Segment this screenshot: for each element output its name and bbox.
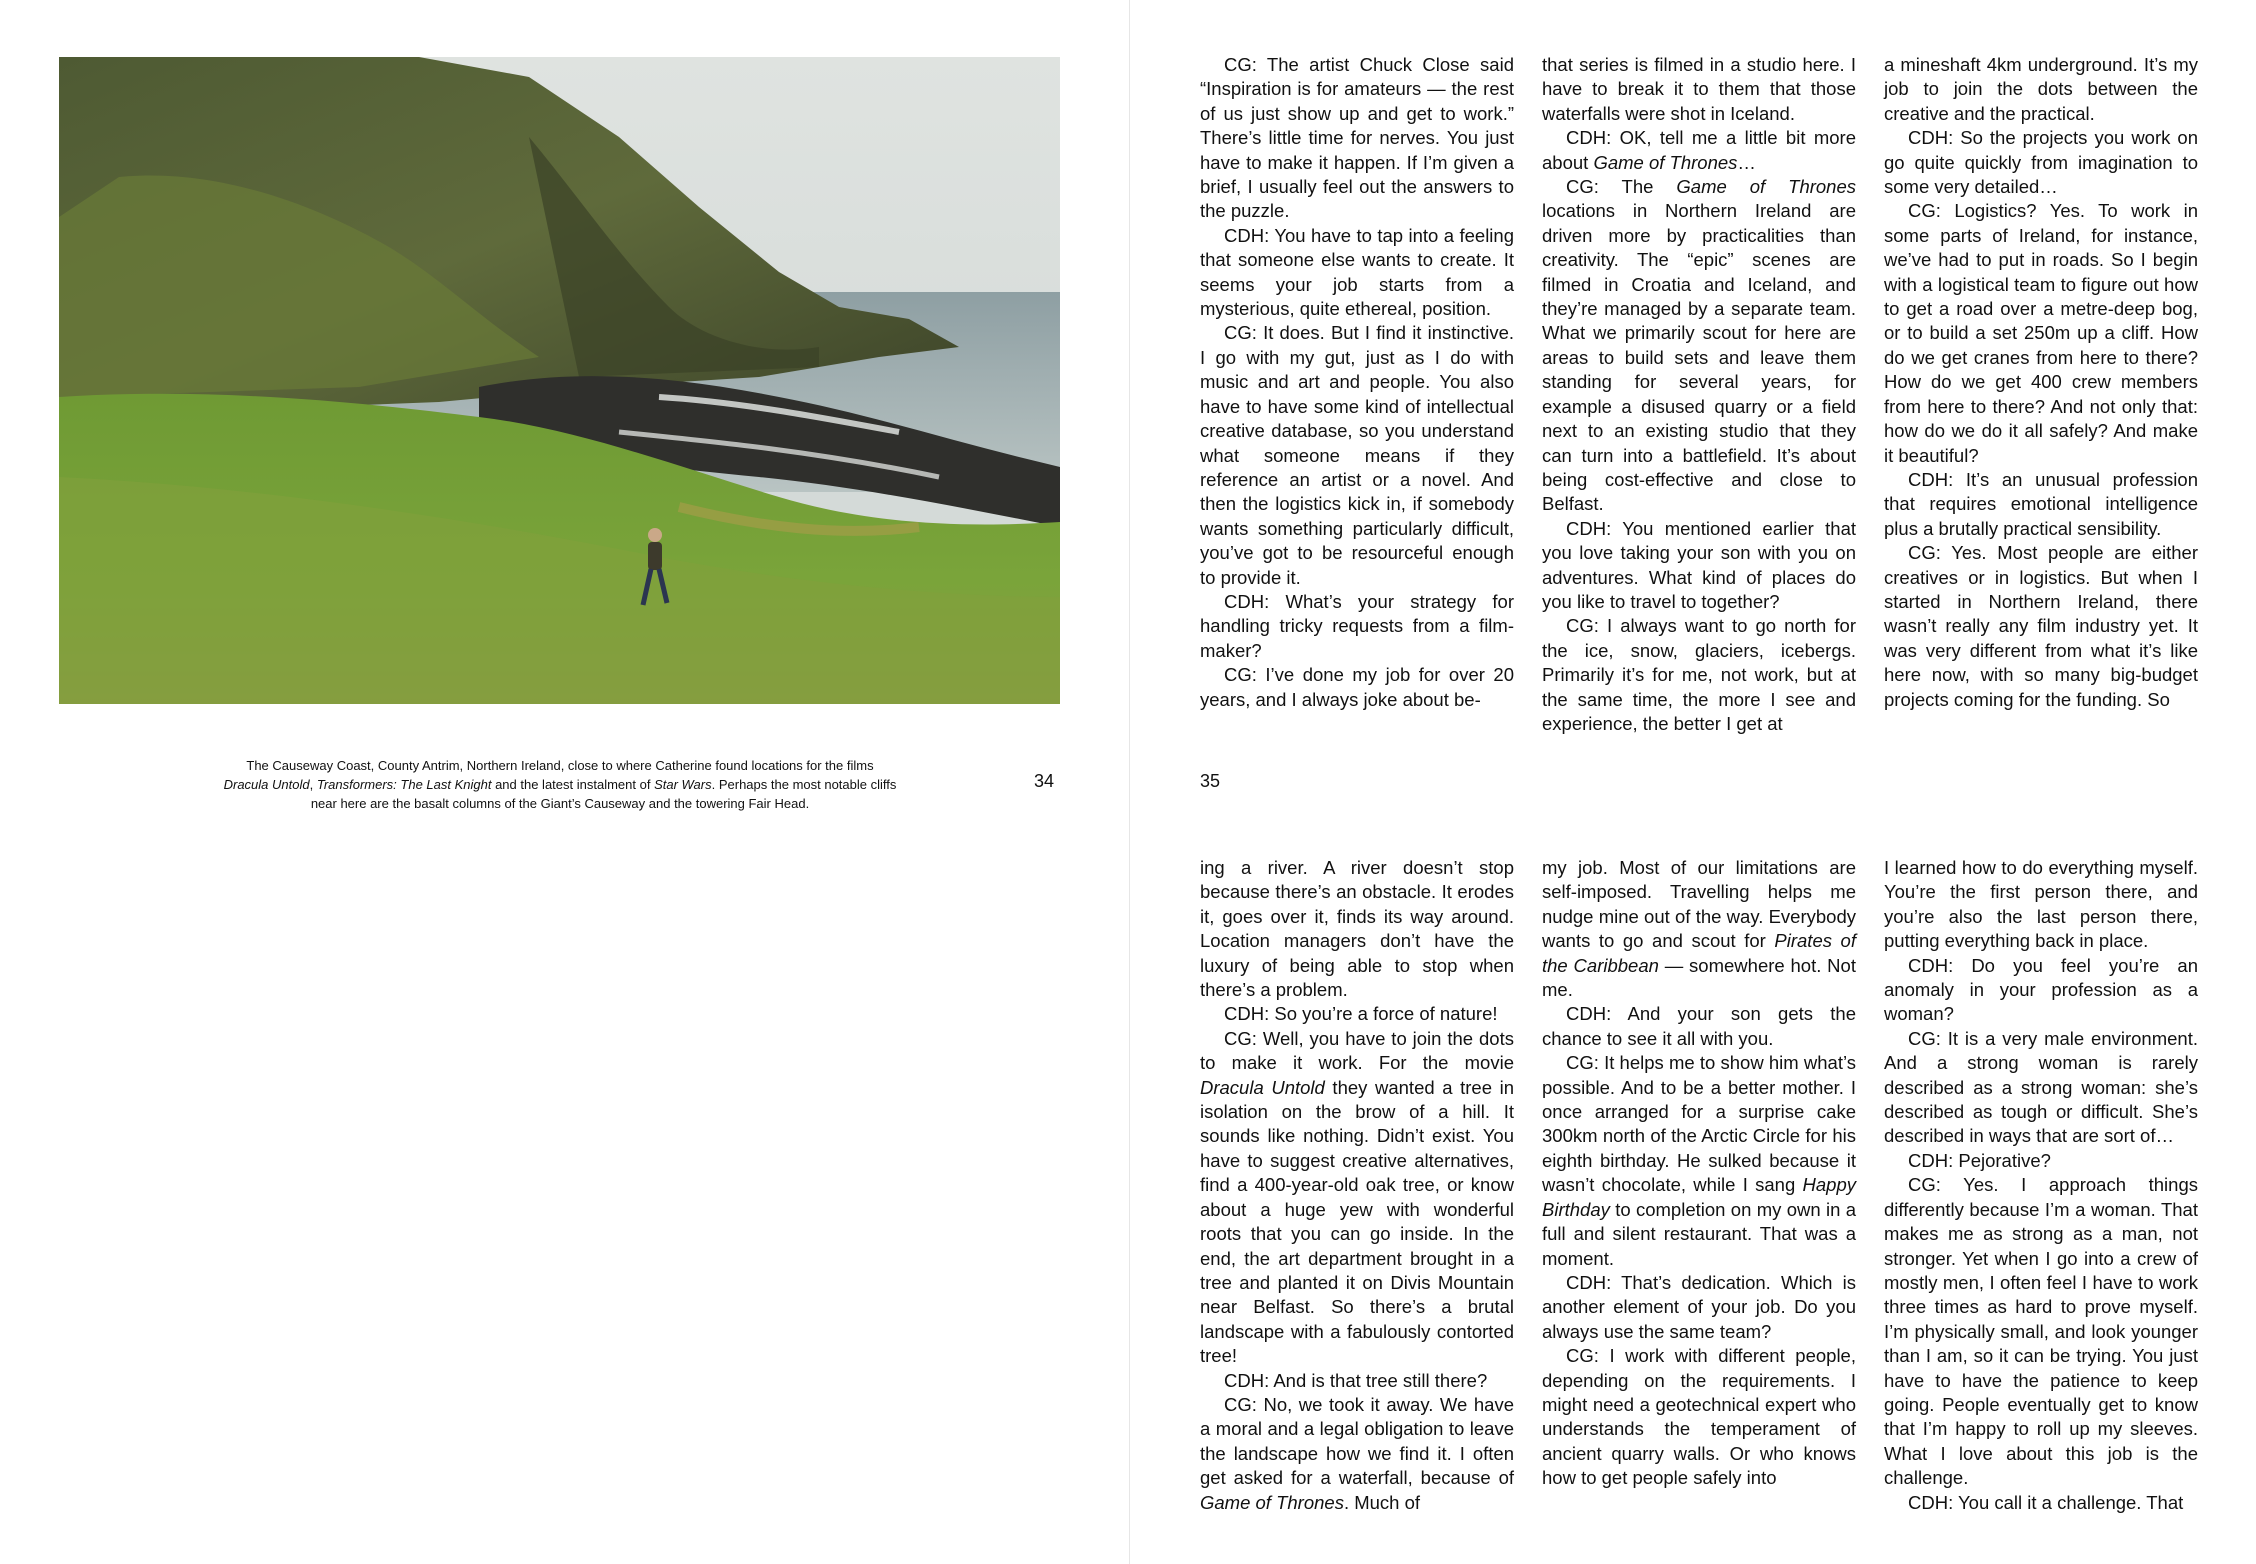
title-game-of-thrones: Game of Thrones bbox=[1676, 176, 1857, 198]
page-number-left: 34 bbox=[1034, 771, 1055, 791]
text: CG: It helps me to show him what’s possible. And to be a better mother. I once arranged for a surprise cake 300km north of the Arctic Circle for his eighth birthday. He sulked because it wasn’t chocolate, while I sang bbox=[1542, 1052, 1856, 1196]
text: CG: Well, you have to join the dots to make it work. For the movie bbox=[1200, 1027, 1514, 1074]
paragraph: CDH: You have to tap into a feeling that someone else wants to create. It seems your job starts from a mysterious, quite ethereal, position. bbox=[1200, 224, 1514, 320]
paragraph: CDH: And is that tree still there? bbox=[1224, 1369, 1488, 1391]
caption-film-starwars: Star Wars bbox=[654, 777, 712, 792]
paragraph: CG: I work with different people, depending on the requirements. I might need a geotechnical expert who understands the temperament of ancient quarry walls. Or who knows how to get people safely into bbox=[1542, 1345, 1856, 1489]
title-pirates: Pirates of the Caribbean bbox=[1542, 930, 1856, 976]
paragraph: CDH: You mentioned earlier that you love taking your son with you on adventures. What kind of places do you like to travel to together? bbox=[1542, 517, 1856, 612]
paragraph bbox=[1542, 856, 1856, 1002]
paragraph: a mineshaft 4km underground. It’s my job to join the dots between the creative and the practical. bbox=[1884, 54, 2198, 124]
caption-sep-1: , bbox=[309, 777, 317, 792]
text: … bbox=[1737, 151, 1756, 173]
caption-line-3: near here are the basalt columns of the Giant’s Causeway and the towering Fair Head. bbox=[310, 796, 810, 811]
paragraph bbox=[1200, 1393, 1514, 1515]
title-game-of-thrones: Game of Thrones bbox=[1593, 151, 1738, 173]
caption-line-1: The Causeway Coast, County Antrim, Northern Ireland, close to where Catherine found locations for the films bbox=[246, 758, 874, 773]
title-game-of-thrones: Game of Thrones bbox=[1200, 1491, 1344, 1513]
paragraph: CDH: Pejorative? bbox=[1908, 1149, 2051, 1171]
paragraph: that series is filmed in a studio here. I have to break it to them that those waterfalls were shot in Iceland. bbox=[1542, 54, 1856, 124]
paragraph bbox=[1542, 1051, 1856, 1271]
paragraph: I learned how to do everything myself. You’re the first person there, and you’re also the last person there, putting everything back in place. bbox=[1884, 857, 2198, 952]
paragraph: CDH: So the projects you work on go quite quickly from imagination to some very detailed… bbox=[1884, 127, 2198, 198]
caption-text-2: and the latest instalment of bbox=[491, 777, 655, 792]
paragraph bbox=[1200, 1027, 1514, 1369]
text: my job. Most of our limitations are self-imposed. Travelling helps me nudge mine out of the way. Everybody wants to go and scout for bbox=[1542, 857, 1856, 952]
text: locations in Northern Ireland are driven more by practicalities than creativity. The “epic” scenes are filmed in Croatia and Iceland, and they’re managed by a separate team. What we primarily scout for here are areas to build sets and leave them standing for several years, for example a disused quarry or a field next to an existing studio that they can turn into a battlefield. It’s about being cost-effective and close to Belfast. bbox=[1542, 200, 1856, 515]
paragraph: CG: Yes. Most people are either creatives or in logistics. But when I started in Northern Ireland, there wasn’t really any film industry yet. It was very different from what it’s like here now, with so many big-budget projects coming for the funding. So bbox=[1884, 542, 2198, 710]
paragraph: CG: I always want to go north for the ice, snow, glaciers, icebergs. Primarily it’s for me, not work, but at the same time, the more I see and experience, the better I get at bbox=[1542, 615, 1856, 734]
paragraph: CG: It does. But I find it instinctive. I go with my gut, just as I do with music and art and people. You also have to have some kind of intellectual creative database, so you understand what someone means if they reference an artist or a novel. And then the logistics kick in, if somebody wants something particularly difficult, you’ve got to be resourceful enough to provide it. bbox=[1200, 322, 1514, 588]
paragraph: ing a river. A river doesn’t stop because there’s an obstacle. It erodes it, goes over it, finds its way around. Location managers don’t have the luxury of being able to stop when there’s a problem. bbox=[1200, 857, 1514, 1001]
text: . Much of bbox=[1343, 1491, 1421, 1513]
paragraph: CDH: You call it a challenge. That bbox=[1908, 1491, 2184, 1513]
caption-text-3: . Perhaps the most notable cliffs bbox=[711, 777, 897, 792]
paragraph: CG: I’ve done my job for over 20 years, and I always joke about be- bbox=[1200, 664, 1514, 710]
paragraph: CG: The artist Chuck Close said “Inspiration is for amateurs — the rest of us just show up and get to work.” There’s little time for nerves. You just have to make it happen. If I’m given a brief, I usually feel out the answers to the puzzle. bbox=[1200, 54, 1514, 222]
paragraph: CDH: That’s dedication. Which is another element of your job. Do you always use the same team? bbox=[1542, 1271, 1856, 1342]
top-column-3 bbox=[1884, 53, 2198, 713]
text: they wanted a tree in isolation on the brow of a hill. It sounds like nothing. Didn’t exist. You have to suggest creative alternatives, find a 400-year-old oak tree, or know about a huge yew with wonderful roots that you can go inside. In the end, the art department brought in a tree and planted it on Divis Mountain near Belfast. So there’s a brutal landscape with a fabulously contorted tree! bbox=[1200, 1076, 1514, 1367]
page-number-right: 35 bbox=[1200, 771, 1221, 791]
paragraph: CDH: So you’re a force of nature! bbox=[1224, 1003, 1498, 1025]
paragraph: CG: Yes. I approach things differently because I’m a woman. That makes me as strong as a man, not stronger. Yet when I go into a crew of mostly men, I often feel I have to work three times as hard to prove myself. I’m physically small, and look younger than I am, so it can be trying. You just have to have the patience to keep going. People eventually get to know that I’m happy to roll up my sleeves. What I love about this job is the challenge. bbox=[1884, 1174, 2198, 1489]
title-happy-birthday: Happy Birthday bbox=[1542, 1174, 1856, 1220]
paragraph: CDH: Do you feel you’re an anomaly in your profession as a woman? bbox=[1884, 954, 2198, 1025]
text: CG: No, we took it away. We have a moral and a legal obligation to leave the landscape how we find it. I often get asked for a waterfall, because of bbox=[1200, 1393, 1514, 1489]
coastal-photo-illustration bbox=[59, 57, 1060, 704]
bottom-column-2 bbox=[1542, 856, 1856, 1516]
paragraph: CDH: It’s an unusual profession that requires emotional intelligence plus a brutally practical sensibility. bbox=[1884, 468, 2198, 539]
paragraph: CG: It is a very male environment. And a strong woman is rarely described as a strong woman: she’s described as tough or difficult. She’s described in ways that are sort of… bbox=[1884, 1027, 2198, 1147]
text: to completion on my own in a full and silent restaurant. That was a moment. bbox=[1542, 1198, 1856, 1269]
paragraph bbox=[1542, 175, 1856, 517]
paragraph: CG: Logistics? Yes. To work in some parts of Ireland, for instance, we’ve had to put in roads. So I begin with a logistical team to figure out how to get a road over a metre-deep bog, or to build a set 250m up a cliff. How do we get cranes from here to there? How do we get 400 crew members from here to there? And not only that: how do we do it all safely? And make it beautiful? bbox=[1884, 200, 2198, 466]
text: CDH: OK, tell me a little bit more about bbox=[1542, 127, 1856, 173]
coastal-photo bbox=[59, 57, 1060, 704]
text: CG: The bbox=[1566, 176, 1677, 198]
paragraph bbox=[1542, 126, 1856, 175]
title-dracula-untold: Dracula Untold bbox=[1200, 1076, 1325, 1098]
caption-film-transformers: Transformers: The Last Knight bbox=[316, 777, 492, 792]
top-column-2 bbox=[1542, 53, 1857, 734]
bottom-column-1 bbox=[1200, 856, 1514, 1516]
caption-film-dracula: Dracula Untold bbox=[223, 777, 310, 792]
paragraph: CDH: What’s your strategy for handling tricky requests from a film-maker? bbox=[1200, 590, 1514, 661]
photo-caption bbox=[150, 756, 970, 813]
page-gutter bbox=[1129, 0, 1130, 1564]
top-column-1 bbox=[1200, 53, 1514, 713]
bottom-column-3 bbox=[1884, 856, 2198, 1516]
paragraph: CDH: And your son gets the chance to see it all with you. bbox=[1542, 1003, 1856, 1049]
text: — somewhere hot. Not me. bbox=[1542, 954, 1856, 1001]
